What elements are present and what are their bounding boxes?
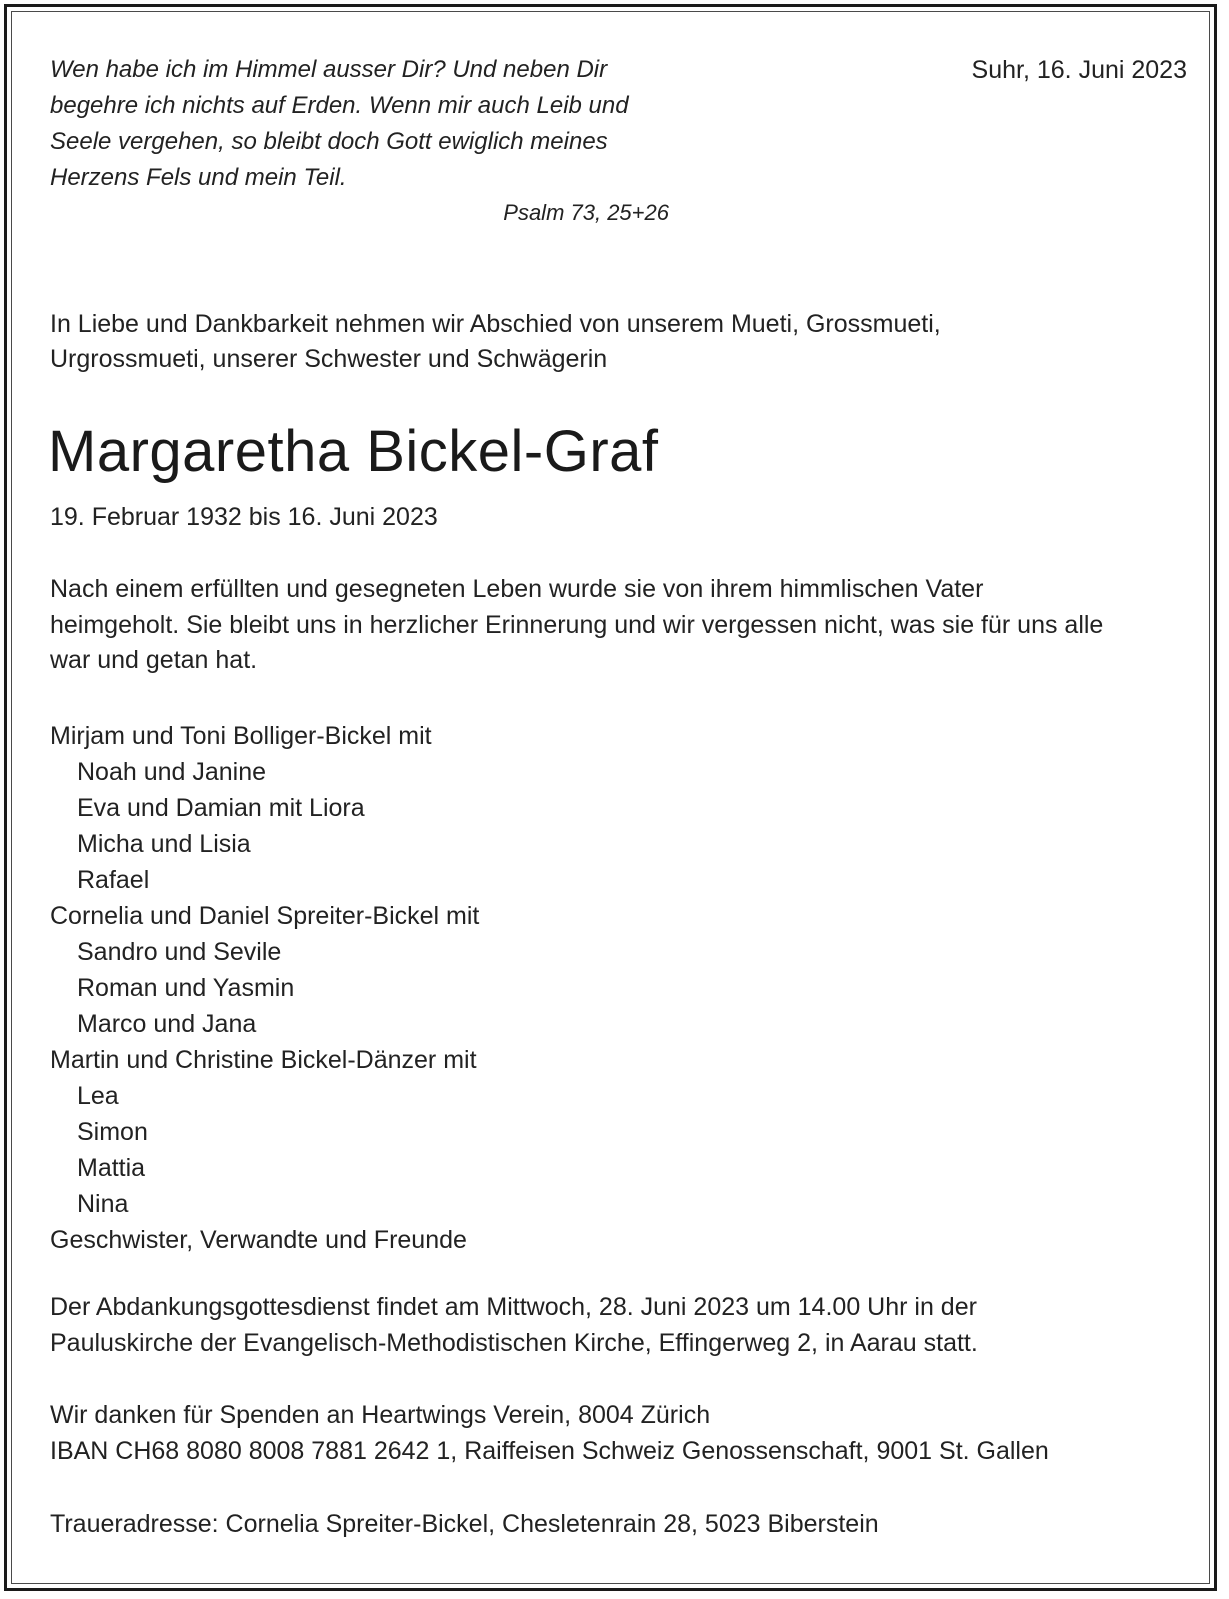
tribute-line: heimgeholt. Sie bleibt uns in herzlicher Erinnerung und wir vergessen nicht, was sie für uns alle	[50, 610, 1104, 639]
tribute-paragraph	[50, 572, 1103, 679]
mourner-grandchild: Lea	[77, 1082, 119, 1110]
address-line: Traueradresse: Cornelia Spreiter-Bickel, Chesletenrain 28, 5023 Biberstein	[50, 1510, 879, 1538]
donation-note	[50, 1398, 1049, 1469]
tribute-line: war und getan hat.	[50, 646, 258, 674]
tribute-line: Nach einem erfüllten und gesegneten Leben wurde sie von ihrem himmlischen Vater	[50, 575, 984, 603]
mourner-family: Cornelia und Daniel Spreiter-Bickel mit	[50, 902, 480, 930]
place-date: Suhr, 16. Juni 2023	[971, 56, 1187, 84]
verse-line: Wen habe ich im Himmel ausser Dir? Und neben Dir	[50, 56, 608, 83]
mourner-grandchild: Rafael	[77, 866, 150, 894]
bible-verse	[50, 52, 690, 196]
service-line: Pauluskirche der Evangelisch-Methodistischen Kirche, Effingerweg 2, in Aarau statt.	[50, 1328, 978, 1357]
mourner-grandchild: Roman und Yasmin	[77, 974, 295, 1002]
intro-line: In Liebe und Dankbarkeit nehmen wir Abschied von unserem Mueti, Grossmueti,	[50, 310, 941, 338]
service-announcement	[50, 1290, 978, 1361]
mourner-family: Mirjam und Toni Bolliger-Bickel mit	[50, 722, 432, 750]
intro-line: Urgrossmueti, unserer Schwester und Schwägerin	[50, 345, 608, 373]
intro-text	[50, 307, 941, 377]
verse-line: Seele vergehen, so bleibt doch Gott ewiglich meines	[50, 128, 608, 155]
verse-reference: Psalm 73, 25+26	[503, 200, 669, 225]
verse-line: begehre ich nichts auf Erden. Wenn mir auch Leib und	[50, 92, 629, 119]
mourner-grandchild: Nina	[77, 1190, 129, 1218]
mourner-grandchild: Sandro und Sevile	[77, 938, 282, 966]
mourner-grandchild: Marco und Jana	[77, 1010, 257, 1038]
service-line: Der Abdankungsgottesdienst findet am Mittwoch, 28. Juni 2023 um 14.00 Uhr in der	[50, 1293, 977, 1321]
lifespan-dates: 19. Februar 1932 bis 16. Juni 2023	[50, 503, 438, 531]
verse-line: Herzens Fels und mein Teil.	[50, 164, 347, 191]
mourner-family: Martin und Christine Bickel-Dänzer mit	[50, 1046, 477, 1074]
mourning-address	[50, 1507, 879, 1543]
mourner-grandchild: Mattia	[77, 1154, 146, 1182]
deceased-name: Margaretha Bickel-Graf	[48, 419, 659, 484]
mourner-grandchild: Simon	[77, 1118, 148, 1146]
mourner-grandchild: Noah und Janine	[77, 758, 267, 786]
donation-line: IBAN CH68 8080 8008 7881 2642 1, Raiffeisen Schweiz Genossenschaft, 9001 St. Gallen	[50, 1436, 1049, 1465]
mourner-grandchild: Eva und Damian mit Liora	[77, 794, 365, 822]
donation-line: Wir danken für Spenden an Heartwings Verein, 8004 Zürich	[50, 1401, 711, 1429]
mourner-grandchild: Micha und Lisia	[77, 830, 251, 858]
mourners-list	[50, 718, 479, 1258]
mourner-family: Geschwister, Verwandte und Freunde	[50, 1226, 467, 1254]
